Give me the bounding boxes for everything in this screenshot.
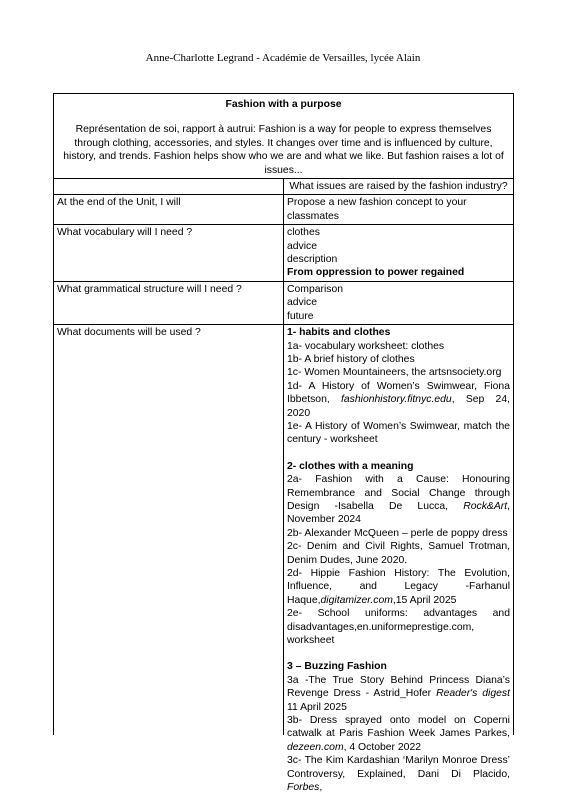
section-title-buzzing: 3 – Buzzing Fashion — [287, 661, 387, 673]
document-item: 1c- Women Mountaineers, the artsnsociety.org — [287, 367, 502, 379]
documents-content — [287, 326, 511, 794]
document-item: 2d- Hippie Fashion History: The Evolution, Influence, and Legacy -Farhanul Haque,digitamizer.com,15 April 2025 — [287, 568, 510, 606]
grammar-item: future — [287, 310, 314, 322]
grammar-label: What grammatical structure will I need ? — [54, 281, 284, 324]
goal-row — [54, 195, 514, 225]
vocabulary-label: What vocabulary will I need ? — [54, 225, 284, 282]
document-item: 3b- Dress sprayed onto model on Coperni catwalk at Paris Fashion Week James Parkes, dezeen.com, 4 October 2022 — [287, 715, 510, 753]
vocabulary-item: advice — [287, 240, 318, 252]
grammar-item: Comparison — [287, 283, 344, 295]
goal-label: At the end of the Unit, I will — [54, 195, 284, 225]
grammar-row — [54, 281, 514, 324]
documents-label: What documents will be used ? — [54, 325, 284, 736]
vocabulary-row — [54, 225, 514, 282]
document-item: 1d- A History of Women’s Swimwear, Fiona Ibbetson, fashionhistory.fitnyc.edu, Sep 24, 2020 — [287, 380, 511, 419]
document-item: 1e- A History of Women’s Swimwear, match the century - worksheet — [287, 420, 510, 446]
documents-list — [284, 325, 514, 794]
document-item: 2a- Fashion with a Cause: Honouring Remembrance and Social Change through Design -Isabella De Lucca, Rock&Art, November 2024 — [287, 474, 510, 526]
vocabulary-item: clothes — [287, 227, 320, 239]
unit-title: Fashion with a purpose — [225, 99, 342, 110]
document-item: 2e- School uniforms: advantages and disadvantages,en.uniformeprestige.com, worksheet — [287, 608, 510, 647]
issue-row — [54, 179, 514, 195]
document-item: 3c- The Kim Kardashian ‘Marilyn Monroe Dress’ Controversy, Explained, Dani Di Placido, Forbes, — [287, 755, 510, 794]
title-row — [54, 94, 514, 179]
unit-intro: Représentation de soi, rapport à autrui: Fashion is a way for people to express themselves through clothing, accessories, and styles. It changes over time and is influenced by culture, history, and trends. Fashion helps show who we are and what we like. But fashion raises a lot of issues... — [63, 124, 504, 176]
section-title-meaning: 2- clothes with a meaning — [287, 460, 414, 472]
empty-cell — [54, 179, 284, 195]
document-item: 1b- A brief history of clothes — [287, 353, 415, 365]
title-cell — [54, 94, 514, 179]
page-header: Anne-Charlotte Legrand - Académie de Versailles, lycée Alain — [145, 52, 421, 64]
goal-value: Propose a new fashion concept to your classmates — [284, 195, 514, 225]
vocabulary-list — [284, 225, 514, 282]
document-item: 3a -The True Story Behind Princess Diana’s Revenge Dress - Astrid_Hofer Reader's digest 11 April 2025 — [287, 674, 510, 713]
vocabulary-item: description — [287, 254, 338, 266]
documents-row — [54, 325, 514, 736]
section-title-habits: 1- habits and clothes — [287, 327, 391, 339]
unit-plan-table — [53, 93, 514, 794]
document-item: 2b- Alexander McQueen – perle de poppy dress — [287, 527, 508, 539]
grammar-list — [284, 281, 514, 324]
issue-question: What issues are raised by the fashion industry? — [284, 179, 514, 195]
grammar-item: advice — [287, 297, 318, 309]
vocabulary-theme: From oppression to power regained — [287, 267, 465, 279]
document-item: 2c- Denim and Civil Rights, Samuel Trotman, Denim Dudes, June 2020. — [287, 541, 510, 566]
document-item: 1a- vocabulary worksheet: clothes — [287, 340, 445, 352]
